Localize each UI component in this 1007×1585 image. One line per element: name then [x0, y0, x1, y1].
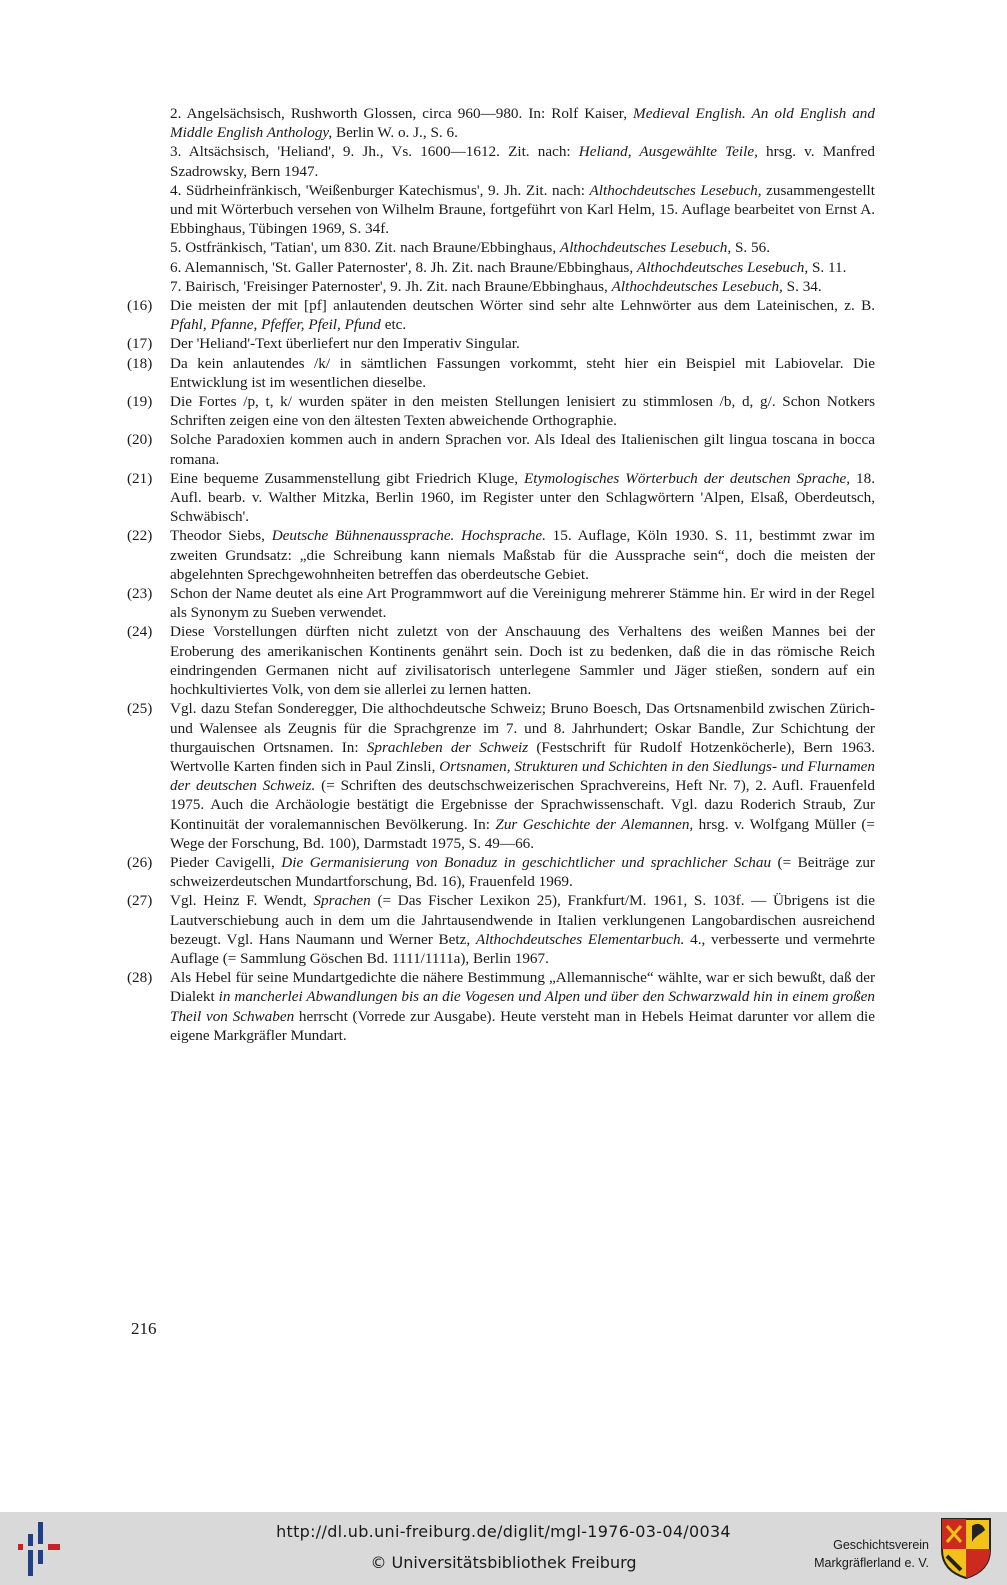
footnote-number: (25) — [127, 700, 153, 718]
footnote-text — [170, 853, 875, 891]
footnote-number: (20) — [127, 431, 153, 449]
text-run: 5. Ostfränkisch, 'Tatian', um 830. Zit. nach Braune/Ebbinghaus, — [170, 239, 560, 257]
footnote — [127, 853, 875, 891]
text-run: Solche Paradoxien kommen auch in andern Sprachen vor. Als Ideal des Italienischen gilt lingua toscana in bocca romana. — [170, 431, 875, 468]
text-run: hrsg. v. Manfred Szadrowsky, Bern 1947. — [170, 143, 875, 180]
text-run: etc. — [380, 316, 407, 334]
footnote — [127, 526, 875, 584]
text-run: (= Beiträge zur schweizerdeutschen Mundartforschung, Bd. 16), Frauenfeld 1969. — [170, 853, 875, 891]
text-run: Berlin W. o. J., S. 6. — [332, 124, 458, 142]
footnote — [127, 968, 875, 1045]
footnote-text — [170, 968, 875, 1045]
text-run: 3. Altsächsisch, 'Heliand', 9. Jh., Vs. 1600—1612. Zit. nach: — [170, 143, 579, 161]
footnote-text — [170, 469, 875, 527]
text-run: zusammengestellt und mit Wörterbuch versehen von Wilhelm Braune, fortgeführt von Karl Helm, 15. Auflage bearbeitet von Ernst A. Ebbinghaus, Tübingen 1969, S. 34f. — [170, 181, 875, 238]
footnote-text — [127, 181, 875, 239]
italic-title: Althochdeutsches Elementarbuch. — [475, 930, 685, 948]
text-run: (= Schriften des deutschschweizerischen Sprachvereins, Heft Nr. 7), 2. Aufl. Frauenfeld 1975. Auch die Archäologie bestätigt die Ergebnisse der Sprachwissenschaft. Vgl. dazu Roderich Straub, Zur Kontinuität der voralemannischen Bevölkerung. In: — [170, 777, 875, 833]
text-run: Vgl. dazu Stefan Sonderegger, Die althochdeutsche Schweiz; Bruno Boesch, Das Ortsnamenbild zwischen Zürich- und Walensee als Zeugnis für die Sprachgrenze im 7. und 8. Jahrhundert; Oskar Bandle, Zur Schichtung der thurgauischen Ortsnamen. In: — [170, 700, 875, 756]
footer-copyright: © Universitätsbibliothek Freiburg — [370, 1553, 637, 1572]
footnote-number: (21) — [127, 469, 153, 487]
text-run: Diese Vorstellungen dürften nicht zuletzt von der Anschauung des Verhaltens des weißen Mannes bei der Eroberung des amerikanischen Kontinents genährt sein. Doch ist zu bedenken, daß die in das römische Reich eindringenden Germanen nicht auf zivilisatorisch unterlegene Sammler und Jäger stießen, sondern auf ein hochkultiviertes Volk, von dem sie allerlei zu lernen hatten. — [170, 623, 875, 699]
text-run: Vgl. Heinz F. Wendt, — [170, 892, 314, 910]
text-run: Theodor Siebs, — [170, 527, 272, 545]
footer-url[interactable]: http://dl.ub.uni-freiburg.de/diglit/mgl-1976-03-04/0034 — [276, 1522, 731, 1541]
footnote-text — [127, 104, 875, 142]
italic-title: Althochdeutsches Lesebuch, — [559, 239, 732, 257]
text-run: Da kein anlautendes /k/ in sämtlichen Fassungen vorkommt, steht hier ein Beispiel mit Labiovelar. Die Entwicklung ist im wesentlichen dieselbe. — [170, 354, 875, 391]
footnote-text — [170, 584, 875, 622]
footnote-number: (19) — [127, 393, 153, 411]
text-run: herrscht (Vorrede zur Ausgabe). Heute versteht man in Hebels Heimat darunter vor allem die eigene Markgräfler Mundart. — [170, 1007, 875, 1044]
italic-title: Ortsnamen, Strukturen und Schichten in den Siedlungs- und Flurnamen der deutschen Schweiz. — [170, 757, 876, 795]
text-run: 15. Auflage, Köln 1930. S. 11, bestimmt zwar im zweiten Grundsatz: „die Schreibung kann niemals Maßstab für die Aussprache sein“, doch die meisten der abgelehnten Sprechgewohnheiten betreffen das oberdeutsche Gebiet. — [170, 527, 875, 583]
text-run: 4., verbesserte und vermehrte Auflage (= Sammlung Göschen Bd. 1111/1111a), Berlin 1967. — [170, 930, 875, 967]
italic-title: Zur Geschichte der Alemannen, — [495, 815, 694, 833]
italic-title: Medieval English. An old English and Middle English Anthology, — [170, 105, 875, 142]
text-run: S. 11. — [808, 258, 847, 276]
italic-title: Sprachleben der Schweiz — [366, 738, 529, 756]
text-run: Die Fortes /p, t, k/ wurden später in den meisten Stellungen lenisiert zu stimmlosen /b, d, g/. Schon Notkers Schriften zeigen eine von den ältesten Texten abweichende Orthographie. — [170, 393, 875, 430]
text-run: S. 56. — [731, 239, 770, 257]
footnote-text — [170, 699, 875, 853]
text-run: 6. Alemannisch, 'St. Galler Paternoster', 8. Jh. Zit. nach Braune/Ebbinghaus, — [170, 258, 637, 276]
text-run: (Festschrift für Rudolf Hotzenköcherle), Bern 1963. Wertvolle Karten finden sich in Paul Zinsli, — [170, 738, 875, 775]
footnote-text — [127, 258, 875, 277]
text-run: Eine bequeme Zusammenstellung gibt Friedrich Kluge, — [170, 469, 524, 487]
italic-title: Deutsche Bühnenaussprache. Hochsprache. — [271, 527, 546, 545]
footnote — [127, 699, 875, 853]
footnote-number: (24) — [127, 623, 153, 641]
italic-title: Sprachen — [313, 892, 371, 910]
text-run: 7. Bairisch, 'Freisinger Paternoster', 9. Jh. Zit. nach Braune/Ebbinghaus, — [170, 277, 612, 295]
footnote — [127, 891, 875, 968]
footnote-number: (23) — [127, 585, 153, 603]
text-run: Der 'Heliand'-Text überliefert nur den Imperativ Singular. — [170, 335, 520, 353]
footnote-text — [127, 277, 875, 296]
text-run: Als Hebel für seine Mundartgedichte die nähere Bestimmung „Allemannische“ wählte, war er sich bewußt, daß der Dialekt — [170, 969, 875, 1006]
text-run: S. 34. — [782, 277, 822, 295]
footnote-text — [170, 430, 875, 468]
footnote — [127, 622, 875, 699]
page-number: 216 — [131, 1319, 157, 1338]
italic-title: in mancherlei Abwandlungen bis an die Vogesen und Alpen und über den Schwarzwald hin in einem großen Theil von Schwaben — [170, 988, 875, 1025]
text-run: hrsg. v. Wolfgang Müller (= Wege der Forschung, Bd. 100), Darmstadt 1975, S. 49—66. — [170, 815, 875, 852]
footnote-number: (26) — [127, 853, 153, 871]
footnote-text — [170, 526, 875, 584]
footnote — [127, 392, 875, 430]
italic-title: Pfahl, Pfanne, Pfeffer, Pfeil, Pfund — [170, 316, 381, 334]
italic-title: Heliand, Ausgewählte Teile, — [578, 143, 758, 161]
footnote — [127, 296, 875, 334]
footnote-text — [170, 334, 875, 353]
text-run: (= Das Fischer Lexikon 25), Frankfurt/M. 1961, S. 103f. — Übrigens ist die Lautverschiebung auch in dem um die Jahrtausendwende in Italien verklungenen Langobardischen ausreichend bezeugt. Vgl. Hans Naumann und Werner Betz, — [170, 892, 876, 948]
footnote-number: (17) — [127, 335, 153, 353]
footnote — [127, 469, 875, 527]
footnote — [127, 430, 875, 468]
text-run: 18. Aufl. bearb. v. Walther Mitzka, Berlin 1960, im Register unter den Schlagwörtern 'Alpen, Elsaß, Oberdeutsch, Schwäbisch'. — [170, 469, 876, 526]
footnote-text — [170, 296, 875, 334]
text-run: 2. Angelsächsisch, Rushworth Glossen, circa 960—980. In: Rolf Kaiser, — [170, 105, 634, 122]
footnote-number: (18) — [127, 354, 153, 372]
text-run: Schon der Name deutet als eine Art Programmwort auf die Vereinigung mehrerer Stämme hin. Er wird in der Regel als Synonym zu Sueben verwendet. — [170, 585, 875, 622]
text-run: Pieder Cavigelli, — [170, 853, 282, 871]
footnote — [127, 334, 875, 353]
italic-title: Althochdeutsches Lesebuch, — [611, 277, 783, 295]
italic-title: Althochdeutsches Lesebuch, — [636, 258, 809, 276]
footnote-number: (16) — [127, 297, 153, 315]
footer-bar — [0, 1512, 1007, 1585]
footnote-number: (22) — [127, 527, 153, 545]
footnote-text — [170, 622, 875, 699]
society-line-2: Markgräflerland e. V. — [814, 1556, 929, 1570]
footnote-text — [170, 392, 875, 430]
footnote-text — [127, 238, 875, 257]
footnotes-body — [127, 104, 875, 1045]
footnote — [127, 354, 875, 392]
footnote-text — [170, 354, 875, 392]
society-name — [814, 1536, 929, 1572]
text-run: 4. Südrheinfränkisch, 'Weißenburger Katechismus', 9. Jh. Zit. nach: — [170, 181, 590, 199]
society-line-1: Geschichtsverein — [833, 1538, 929, 1552]
footnote-number: (27) — [127, 892, 153, 910]
footnote — [127, 584, 875, 622]
italic-title: Etymologisches Wörterbuch der deutschen Sprache, — [523, 469, 851, 487]
footnote-text — [170, 891, 875, 968]
text-run: Die meisten der mit [pf] anlautenden deutschen Wörter sind sehr alte Lehnwörter aus dem Lateinischen, z. B. — [170, 297, 875, 315]
footnote-text — [127, 142, 875, 180]
footnote-number: (28) — [127, 969, 153, 987]
coat-of-arms-icon — [939, 1516, 993, 1580]
italic-title: Althochdeutsches Lesebuch, — [589, 181, 762, 199]
italic-title: Die Germanisierung von Bonaduz in geschichtlicher und sprachlicher Schau — [281, 853, 772, 871]
